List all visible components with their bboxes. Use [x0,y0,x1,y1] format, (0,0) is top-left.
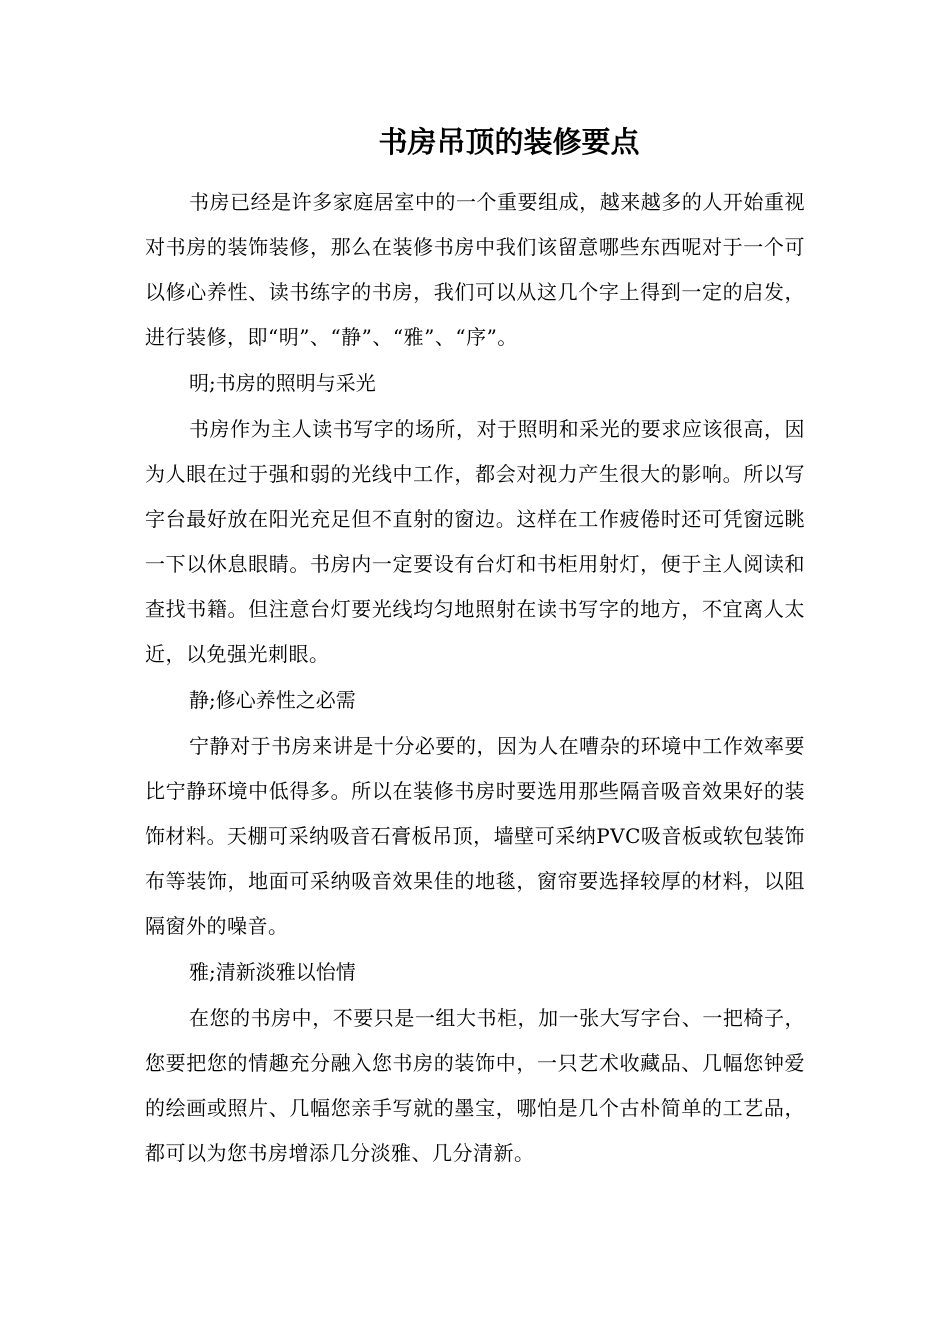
document-body [145,180,805,1177]
paragraph-quiet: 宁静对于书房来讲是十分必要的，因为人在嘈杂的环境中工作效率要比宁静环境中低得多。所以在装修书房时要选用那些隔音吸音效果好的装饰材料。天棚可采纳吸音石膏板吊顶，墙壁可采纳PVC吸音板或软包装饰布等装饰，地面可采纳吸音效果佳的地毯，窗帘要选择较厚的材料，以阻隔窗外的噪音。 [145,734,805,938]
paragraph-lighting: 书房作为主人读书写字的场所，对于照明和采光的要求应该很高，因为人眼在过于强和弱的光线中工作，都会对视力产生很大的影响。所以写字台最好放在阳光充足但不直射的窗边。这样在工作疲倦时还可凭窗远眺一下以休息眼睛。书房内一定要设有台灯和书柜用射灯，便于主人阅读和查找书籍。但注意台灯要光线均匀地照射在读书写字的地方，不宜离人太近，以免强光刺眼。 [145,417,805,666]
section-heading-lighting: 明;书房的照明与采光 [189,371,376,395]
document-title: 书房吊顶的装修要点 [378,125,640,159]
section-heading-elegance: 雅;清新淡雅以怡情 [189,960,356,984]
paragraph-intro: 书房已经是许多家庭居室中的一个重要组成，越来越多的人开始重视对书房的装饰装修，那么在装修书房中我们该留意哪些东西呢对于一个可以修心养性、读书练字的书房，我们可以从这几个字上得到一定的启发，进行装修，即“明”、“静”、“雅”、“序”。 [145,190,805,349]
section-heading-quiet: 静;修心养性之必需 [189,688,356,712]
paragraph-elegance: 在您的书房中，不要只是一组大书柜，加一张大写字台、一把椅子，您要把您的情趣充分融入您书房的装饰中，一只艺术收藏品、几幅您钟爱的绘画或照片、几幅您亲手写就的墨宝，哪怕是几个古朴简单的工艺品，都可以为您书房增添几分淡雅、几分清新。 [145,1006,805,1165]
